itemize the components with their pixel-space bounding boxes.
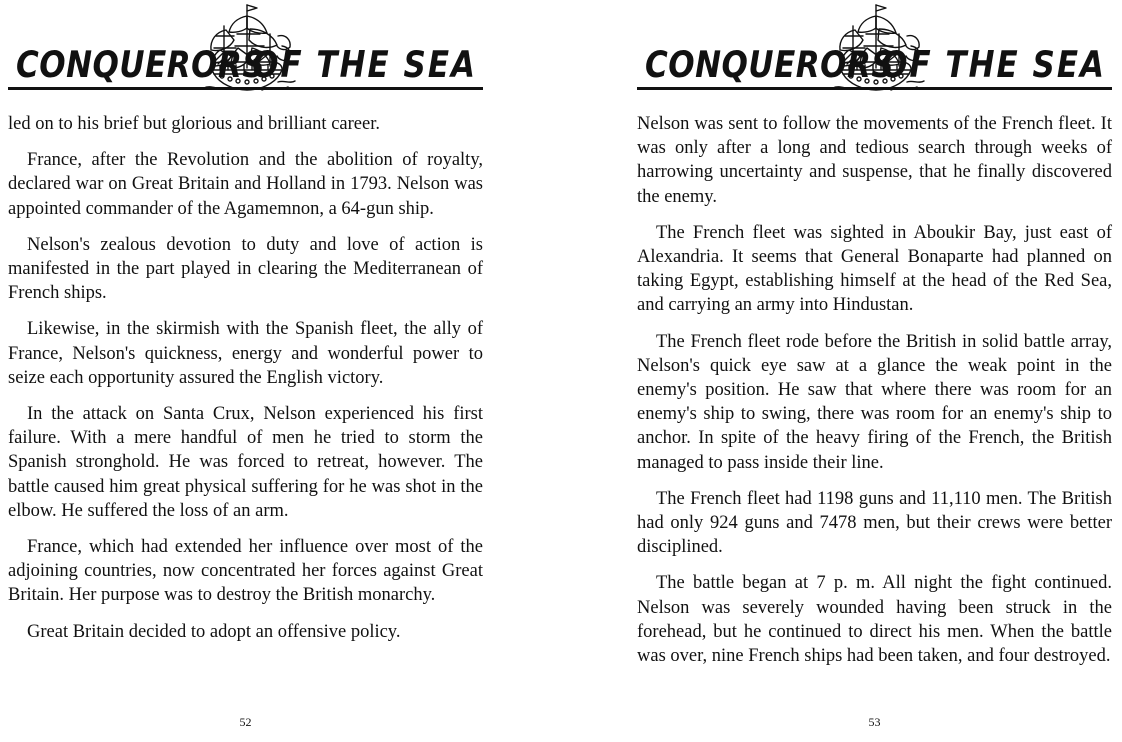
paragraph: France, which had extended her influence over most of the adjoining countries, now concentrated her forces against Great Britain. Her purpose was to destroy the British monarchy.	[8, 537, 483, 606]
body-column-left	[8, 112, 483, 644]
running-head-left	[8, 0, 483, 108]
body-column-right	[637, 112, 1112, 668]
paragraph: The French fleet was sighted in Aboukir Bay, just east of Alexandria. It seems that General Bonaparte had planned on taking Egypt, establishing himself at the head of the Red Sea, and carrying an army into Hindustan.	[637, 222, 1112, 316]
paragraph: led on to his brief but glorious and brilliant career.	[8, 114, 380, 134]
header-title-of-the-sea: OF THE SEA	[881, 43, 1106, 87]
paragraph: The French fleet had 1198 guns and 11,110 men. The British had only 924 guns and 7478 men, but their crews were better disciplined.	[637, 488, 1112, 558]
paragraph: Nelson's zealous devotion to duty and love of action is manifested in the part played in clearing the Mediterranean of French ships.	[8, 234, 483, 304]
paragraph: Nelson was sent to follow the movements of the French fleet. It was only after a long and tedious search through weeks of harrowing uncertainty and suspense, that he finally discovered the enemy.	[637, 114, 1112, 207]
header-title-conquerors: CONQUERORS	[16, 43, 266, 87]
paragraph: The battle began at 7 p. m. All night the fight continued. Nelson was severely wounded having been struck in the forehead, but he continued to direct his men. When the battle was over, nine French ships had been taken, and four destroyed.	[637, 573, 1112, 667]
paragraph: In the attack on Santa Crux, Nelson experienced his first failure. With a mere handful of men he tried to storm the Spanish stronghold. He was forced to retreat, however. The battle caused him great physical suffering for he was shot in the elbow. He suffered the loss of an arm.	[8, 404, 483, 521]
paragraph: The French fleet rode before the British in solid battle array, Nelson's quick eye saw at a glance the weak point in the enemy's position. He saw that where there was room for an enemy's ship to swing, there was room for an enemy's ship to anchor. In spite of the heavy firing of the French, the British managed to pass inside their line.	[637, 331, 1112, 473]
page-number: 53	[868, 715, 881, 729]
page-number: 52	[239, 715, 252, 729]
header-title-of-the-sea: OF THE SEA	[252, 43, 477, 87]
paragraph: Great Britain decided to adopt an offensive policy.	[27, 621, 401, 642]
paragraph: Likewise, in the skirmish with the Spanish fleet, the ally of France, Nelson's quickness, energy and wonderful power to seize each opportunity assured the English victory.	[8, 319, 483, 388]
page-right	[561, 0, 1122, 742]
running-head-right	[637, 0, 1112, 108]
header-title-conquerors: CONQUERORS	[645, 43, 895, 87]
paragraph: France, after the Revolution and the abolition of royalty, declared war on Great Britain and Holland in 1793. Nelson was appointed commander of the Agamemnon, a 64-gun ship.	[8, 150, 483, 219]
